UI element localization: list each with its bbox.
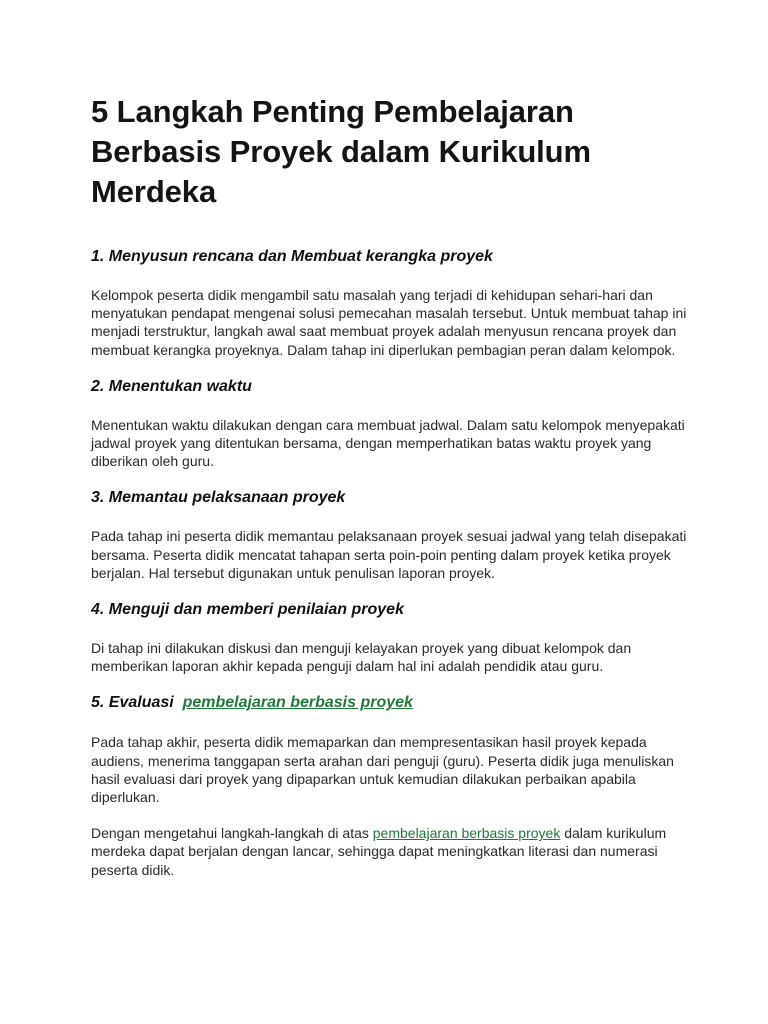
step-body-2: Menentukan waktu dilakukan dengan cara membuat jadwal. Dalam satu kelompok menyepakati jadwal proyek yang ditentukan bersama, dengan memperhatikan batas waktu proyek yang diberikan oleh guru.	[91, 416, 685, 470]
closing-text-after: dalam kurikulum merdeka dapat berjalan dengan lancar, sehingga dapat meningkatkan literasi dan numerasi peserta didik.	[91, 825, 667, 878]
step-body-5: Pada tahap akhir, peserta didik memaparkan dan mempresentasikan hasil proyek kepada audiens, menerima tanggapan serta arahan dari penguji (guru). Peserta didik juga menuliskan hasil evaluasi dari proyek yang dipaparkan untuk kemudian dilakukan perbaikan apabila diperlukan.	[91, 734, 674, 806]
closing-text-before: Dengan mengetahui langkah-langkah di atas	[91, 825, 369, 842]
document-page	[91, 92, 691, 879]
step-section-4	[91, 600, 691, 675]
step-section-5	[91, 693, 691, 806]
step-body-1: Kelompok peserta didik mengambil satu masalah yang terjadi di kehidupan sehari-hari dan menyatukan pendapat mengenai solusi pemecahan masalah tersebut. Untuk membuat tahap ini menjadi terstruktur, langkah awal saat membuat proyek adalah menyusun rencana proyek dan membuat kerangka proyeknya. Dalam tahap ini diperlukan pembagian peran dalam kelompok.	[91, 287, 687, 358]
step-section-2	[91, 377, 691, 471]
step-heading-5-prefix: 5. Evaluasi	[91, 694, 174, 712]
step-heading-5-link[interactable]: pembelajaran berbasis proyek	[182, 694, 413, 712]
step-section-1	[91, 247, 691, 359]
step-heading-5	[91, 693, 691, 713]
step-heading-1: 1. Menyusun rencana dan Membuat kerangka proyek	[91, 248, 493, 265]
page-title: 5 Langkah Penting Pembelajaran Berbasis Proyek dalam Kurikulum Merdeka	[91, 94, 591, 209]
closing-link[interactable]: pembelajaran berbasis proyek	[372, 825, 561, 842]
step-heading-4: 4. Menguji dan memberi penilaian proyek	[91, 601, 404, 619]
closing-paragraph	[91, 824, 691, 879]
step-heading-3: 3. Memantau pelaksanaan proyek	[91, 489, 346, 507]
step-body-4: Di tahap ini dilakukan diskusi dan menguji kelayakan proyek yang dibuat kelompok dan memberikan laporan akhir kepada penguji dalam hal ini adalah pendidik atau guru.	[91, 640, 632, 675]
step-section-3	[91, 488, 691, 582]
step-heading-2: 2. Menentukan waktu	[91, 377, 252, 395]
step-body-3: Pada tahap ini peserta didik memantau pelaksanaan proyek sesuai jadwal yang telah disepakati bersama. Peserta didik mencatat tahapan serta poin-poin penting dalam proyek ketika proyek berjalan. Hal tersebut digunakan untuk penulisan laporan proyek.	[91, 528, 687, 581]
